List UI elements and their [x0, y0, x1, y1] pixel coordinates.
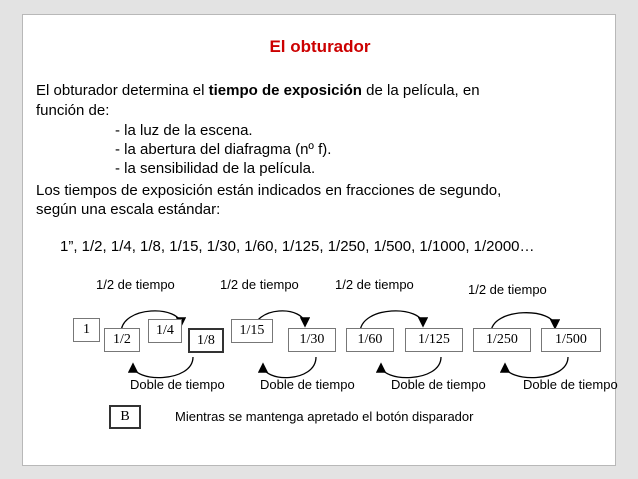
speed-box-1-15: 1/15 — [231, 319, 273, 343]
para2-line-1: Los tiempos de exposición están indicados en fracciones de segundo, — [36, 182, 502, 199]
double-time-label: Doble de tiempo — [130, 377, 225, 392]
intro-text-end: de la película, en — [361, 82, 480, 99]
speed-box-1-250: 1/250 — [473, 328, 531, 352]
para2-line-2: según una escala estándar: — [36, 201, 221, 218]
arrow-double-2 — [263, 357, 316, 378]
arrow-double-4 — [505, 357, 568, 378]
intro-line-2: función de: — [36, 102, 110, 119]
intro-text-start: El obturador determina el — [36, 82, 209, 99]
half-time-label: 1/2 de tiempo — [96, 277, 175, 292]
speed-box-1-4: 1/4 — [148, 319, 182, 343]
half-time-label: 1/2 de tiempo — [335, 277, 414, 292]
arrow-double-3 — [381, 357, 441, 378]
bulb-box: B — [109, 405, 141, 429]
half-time-label: 1/2 de tiempo — [220, 277, 299, 292]
speed-box-1-125: 1/125 — [405, 328, 463, 352]
bullet-item: - la abertura del diafragma (nº f). — [115, 141, 332, 158]
speed-box-1-30: 1/30 — [288, 328, 336, 352]
double-time-label: Doble de tiempo — [523, 377, 618, 392]
half-time-label: 1/2 de tiempo — [468, 282, 547, 297]
speed-box-1: 1 — [73, 318, 100, 342]
double-time-label: Doble de tiempo — [391, 377, 486, 392]
arrows-diagram — [23, 15, 617, 467]
shutter-speed-scale: 1”, 1/2, 1/4, 1/8, 1/15, 1/30, 1/60, 1/125, 1/250, 1/500, 1/1000, 1/2000… — [60, 238, 535, 255]
bullet-item: - la luz de la escena. — [115, 122, 253, 139]
arrow-double-1 — [133, 357, 193, 378]
slide-title: El obturador — [269, 37, 371, 56]
double-time-label: Doble de tiempo — [260, 377, 355, 392]
speed-box-1-60: 1/60 — [346, 328, 394, 352]
speed-box-1-8: 1/8 — [188, 328, 224, 353]
speed-box-1-500: 1/500 — [541, 328, 601, 352]
speed-box-1-2: 1/2 — [104, 328, 140, 352]
bulb-note: Mientras se mantenga apretado el botón disparador — [175, 409, 474, 424]
slide — [22, 14, 616, 466]
intro-bold-term: tiempo de exposición — [208, 82, 362, 99]
bullet-item: - la sensibilidad de la película. — [115, 160, 316, 177]
